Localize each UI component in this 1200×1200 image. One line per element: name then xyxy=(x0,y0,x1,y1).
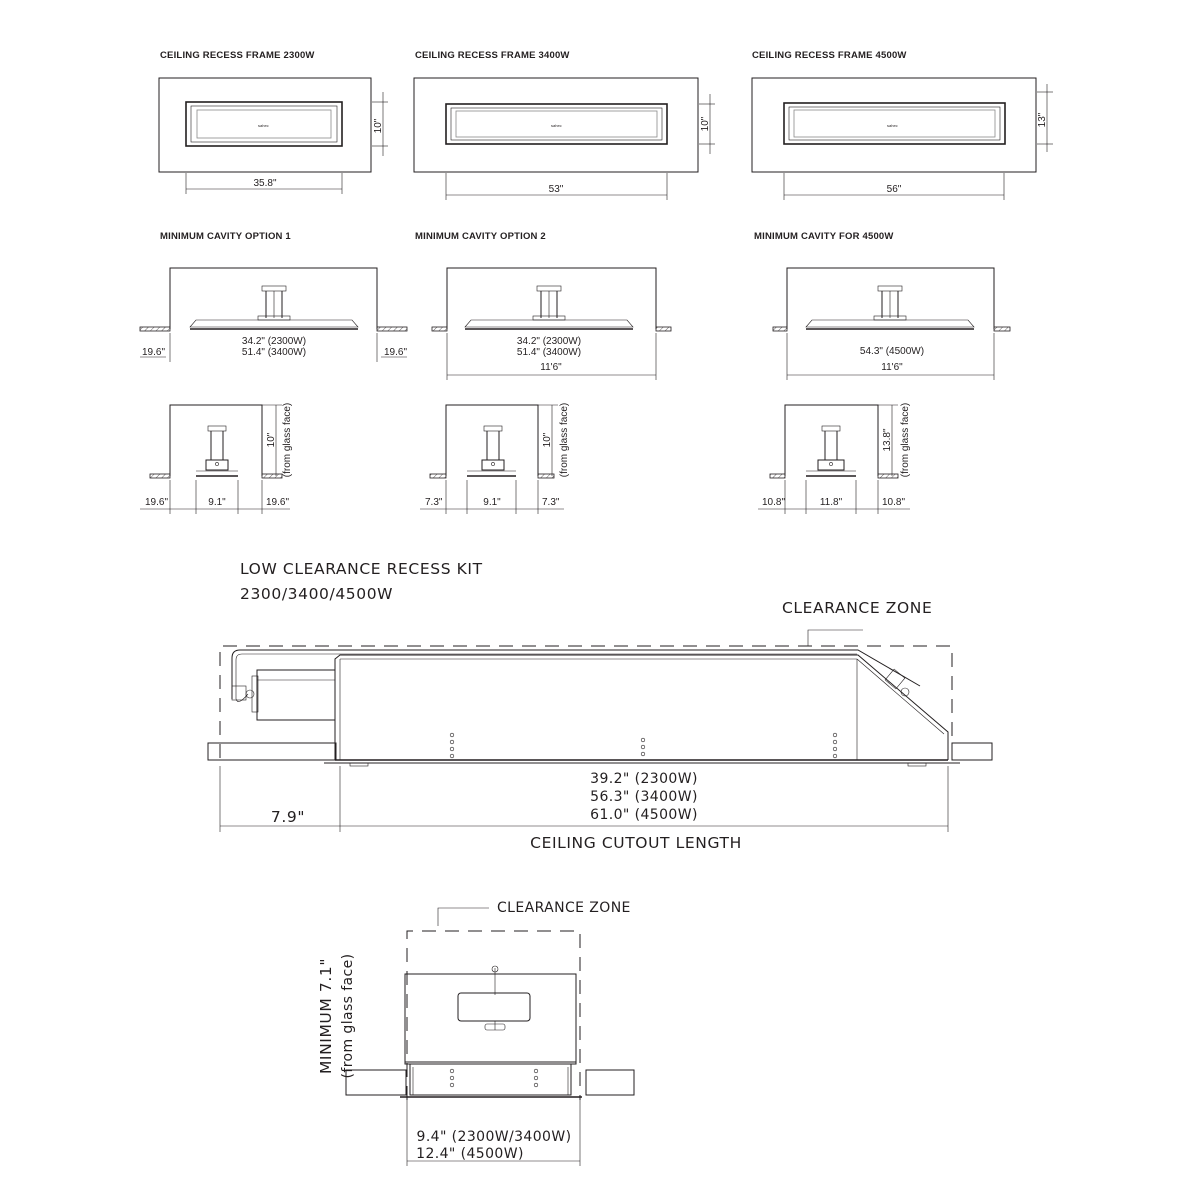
cavity-2-side-mid: 9.1" xyxy=(483,497,501,508)
ceiling-section-left xyxy=(773,327,787,331)
kit-length-2300w: 39.2" (2300W) xyxy=(590,771,698,787)
cavity-2-side-height: 10" xyxy=(542,432,553,448)
junction-box xyxy=(257,670,335,720)
cavity-1-length-2300w: 34.2" (2300W) xyxy=(241,336,307,347)
cavity-option-2-side xyxy=(420,403,570,514)
heater-body-cavity-1 xyxy=(190,320,358,327)
ceiling-right xyxy=(952,743,992,760)
cavity-1-side-mid: 9.1" xyxy=(208,497,226,508)
end-view-min-note: (from glass face) xyxy=(340,953,356,1079)
cavity-2-side-left: 7.3" xyxy=(425,497,443,508)
low-clearance-recess-kit xyxy=(208,560,992,852)
end-view-clearance-zone-label: CLEARANCE ZONE xyxy=(497,900,631,916)
cavity-3-side-height-note: (from glass face) xyxy=(900,402,911,478)
frame-3400w-logo: sahec xyxy=(551,123,562,128)
kit-end-view xyxy=(317,900,634,1166)
rivet-group-3 xyxy=(833,733,837,758)
ceiling-section-right xyxy=(994,327,1010,331)
end-view-min-label: MINIMUM 7.1" xyxy=(317,957,335,1075)
frame-4500w-height: 13" xyxy=(1037,112,1048,128)
end-view-clearance-zone xyxy=(407,931,580,1100)
end-view-width-2300-3400: 9.4" (2300W/3400W) xyxy=(416,1129,572,1145)
ceiling-left xyxy=(208,743,336,760)
cavity-2-total-length: 11'6" xyxy=(540,362,562,373)
frame-2300w-title: CEILING RECESS FRAME 2300W xyxy=(160,50,315,61)
rivet-group-2 xyxy=(641,738,645,756)
heater-body-cavity-2 xyxy=(465,320,633,327)
cavity-3-side-mid: 11.8" xyxy=(819,497,843,508)
end-view-width-4500: 12.4" (4500W) xyxy=(416,1146,524,1162)
cavity-option-2-front xyxy=(415,231,671,380)
kit-clearance-zone xyxy=(220,646,952,758)
cavity-2-title: MINIMUM CAVITY OPTION 2 xyxy=(415,231,546,242)
cavity-option-1-front xyxy=(140,231,407,362)
cavity-3-side-left: 10.8" xyxy=(762,497,786,508)
cavity-3-side-right: 10.8" xyxy=(882,497,906,508)
rivet-group-1 xyxy=(450,733,454,758)
cavity-option-1-side xyxy=(140,403,293,514)
frame-2300w-logo: sahec xyxy=(258,123,269,128)
ceiling-section-left xyxy=(140,327,170,331)
recess-frame-2300w xyxy=(159,50,388,194)
recess-frame-3400w xyxy=(414,50,715,200)
cavity-2-side-right: 7.3" xyxy=(542,497,560,508)
heater-body-cavity-3 xyxy=(806,320,974,327)
cavity-1-side-right: 19.6" xyxy=(266,497,290,508)
cavity-3-length-4500w: 54.3" (4500W) xyxy=(859,346,925,357)
cavity-2-length-2300w: 34.2" (2300W) xyxy=(516,336,582,347)
end-view-frame xyxy=(410,1064,571,1095)
ceiling-section-right xyxy=(377,327,407,331)
end-view-housing xyxy=(405,974,576,1064)
kit-clearance-leader xyxy=(808,630,863,646)
cavity-1-title: MINIMUM CAVITY OPTION 1 xyxy=(160,231,291,242)
kit-title: LOW CLEARANCE RECESS KIT xyxy=(240,560,483,578)
cavity-1-right-clearance: 19.6" xyxy=(384,347,408,358)
frame-3400w-height: 10" xyxy=(700,116,711,132)
frame-3400w-title: CEILING RECESS FRAME 3400W xyxy=(415,50,570,61)
cavity-3-side-height: 13.8" xyxy=(882,428,893,452)
ceiling-section-right xyxy=(656,327,671,331)
kit-length-4500w: 61.0" (4500W) xyxy=(590,807,698,823)
frame-2300w-width: 35.8" xyxy=(253,178,277,189)
cavity-2-side-height-note: (from glass face) xyxy=(559,402,570,478)
frame-4500w-logo: sahec xyxy=(887,123,898,128)
frame-3400w-width: 53" xyxy=(548,184,564,195)
frame-4500w-width: 56" xyxy=(886,184,902,195)
frame-4500w-title: CEILING RECESS FRAME 4500W xyxy=(752,50,907,61)
kit-length-3400w: 56.3" (3400W) xyxy=(590,789,698,805)
cavity-1-side-left: 19.6" xyxy=(145,497,169,508)
cavity-1-side-height: 10" xyxy=(266,432,277,448)
end-view-junction xyxy=(458,993,530,1021)
end-view-ceiling-right xyxy=(586,1070,634,1095)
cavity-4500w-side xyxy=(758,403,911,514)
cavity-3-total-length: 11'6" xyxy=(881,362,903,373)
cavity-2-length-3400w: 51.4" (3400W) xyxy=(516,347,582,358)
frame-2300w-height: 10" xyxy=(373,118,384,134)
cavity-1-side-height-note: (from glass face) xyxy=(282,402,293,478)
cavity-1-length-3400w: 51.4" (3400W) xyxy=(241,347,307,358)
ceiling-section-left xyxy=(432,327,447,331)
cavity-3-title: MINIMUM CAVITY FOR 4500W xyxy=(754,231,894,242)
recess-frame-4500w xyxy=(752,50,1053,200)
kit-clearance-zone-label: CLEARANCE ZONE xyxy=(782,599,933,617)
kit-subtitle: 2300/3400/4500W xyxy=(240,585,394,603)
cavity-1-left-clearance: 19.6" xyxy=(142,347,166,358)
cavity-4500w-front xyxy=(754,231,1010,380)
kit-offset: 7.9" xyxy=(270,808,306,826)
kit-cutout-label: CEILING CUTOUT LENGTH xyxy=(530,834,742,852)
